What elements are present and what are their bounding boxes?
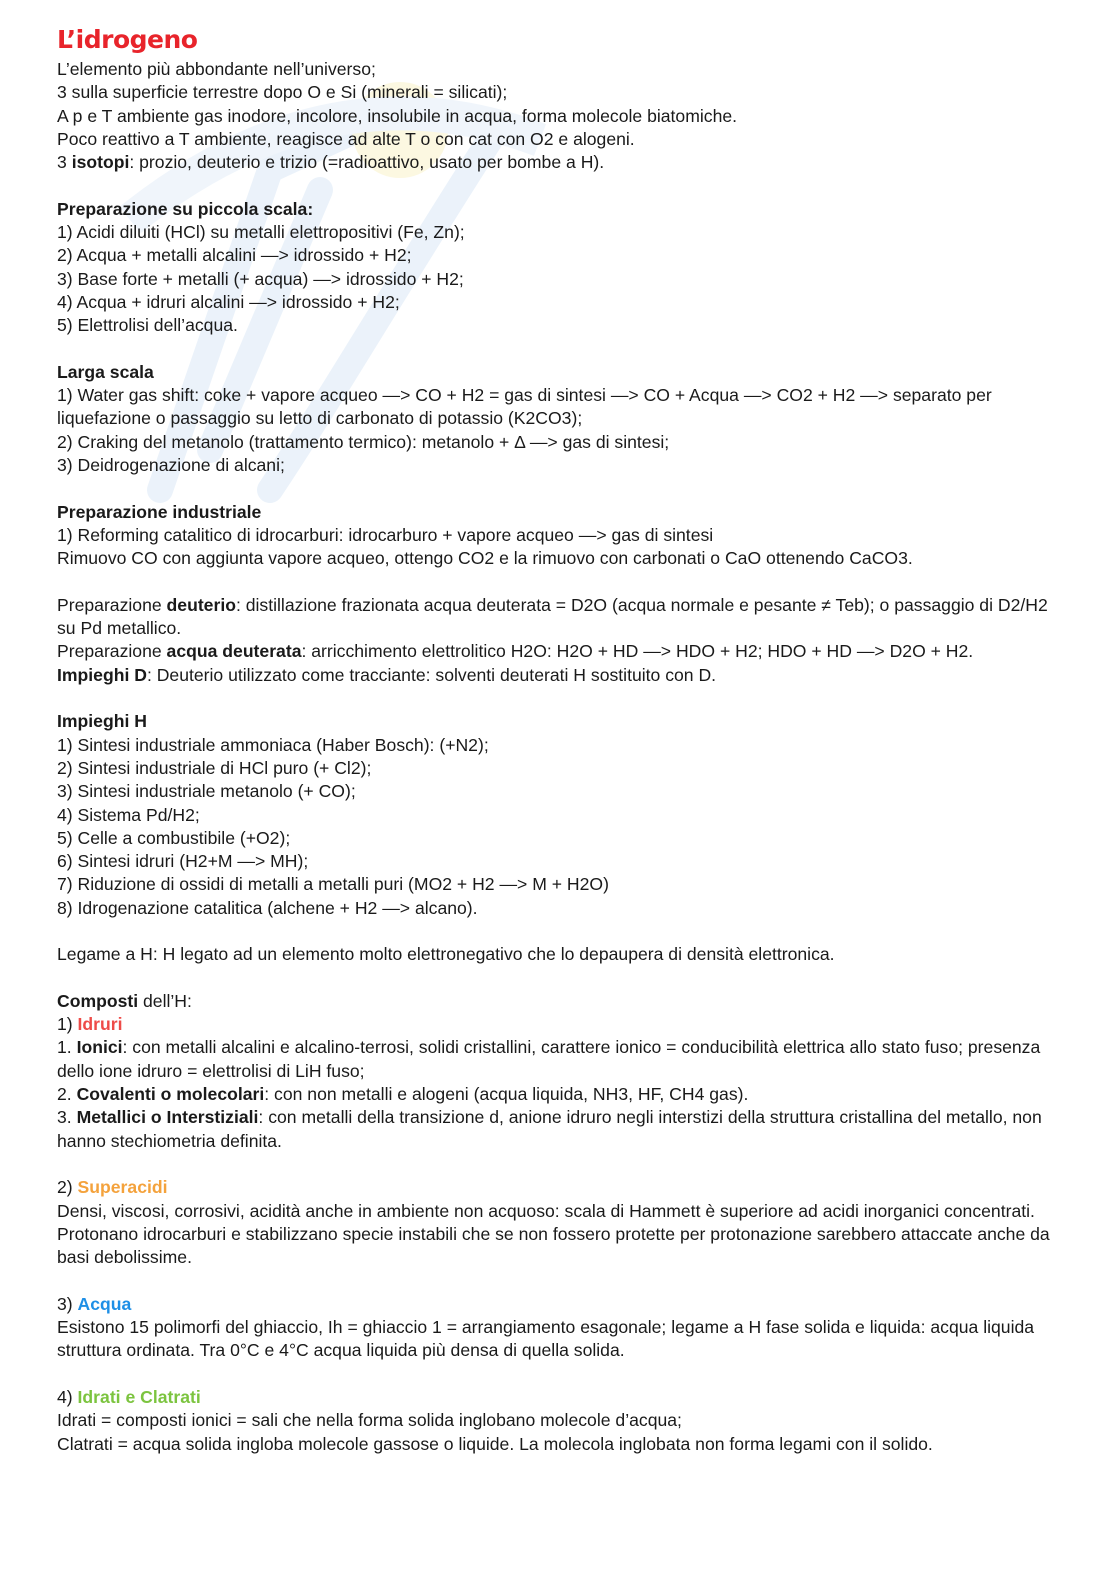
idrati-heading: 4) Idrati e Clatrati [57, 1386, 201, 1407]
legame-paragraph: Legame a H: H legato ad un elemento molto elettronegativo che lo depaupera di densità elettronica. [57, 944, 835, 965]
isotopes-line: 3 isotopi: prozio, deuterio e trizio (=radioattivo, usato per bombe a H). [57, 152, 605, 173]
deuterio-paragraph: Preparazione deuterio: distillazione frazionata acqua deuterata = D2O (acqua normale e pesante ≠ Teb); o passaggio di D2/H2 su Pd metallico. [57, 594, 1048, 639]
large-scale-heading: Larga scala [57, 361, 154, 382]
list-item: 1) Sintesi industriale ammoniaca (Haber Bosch): (+N2); [57, 734, 489, 755]
intro-line: A p e T ambiente gas inodore, incolore, insolubile in acqua, forma molecole biatomiche. [57, 105, 738, 126]
list-item: Rimuovo CO con aggiunta vapore acqueo, ottengo CO2 e la rimuovo con carbonati o CaO ottenendo CaCO3. [57, 548, 913, 569]
list-item: 3) Sintesi industriale metanolo (+ CO); [57, 781, 356, 802]
idruri-item: 1. Ionici: con metalli alcalini e alcalino-terrosi, solidi cristallini, carattere ionico = conducibilità elettrica allo stato fuso; presenza dello ione idruro = elettrolisi di LiH fuso; [57, 1037, 1041, 1081]
list-item: 3) Base forte + metalli (+ acqua) —> idrossido + H2; [57, 268, 464, 289]
list-item: 3) Deidrogenazione di alcani; [57, 455, 285, 476]
small-scale-heading: Preparazione su piccola scala: [57, 198, 314, 219]
acqua-paragraph: Esistono 15 polimorfi del ghiaccio, Ih = ghiaccio 1 = arrangiamento esagonale; legame a H fase solida e liquida: acqua liquida struttura ordinata. Tra 0°C e 4°C acqua liquida più densa di quella solida. [57, 1317, 1035, 1361]
list-item: 2) Sintesi industriale di HCl puro (+ Cl2); [57, 757, 372, 778]
page-title: L’idrogeno [57, 25, 198, 54]
idrati-paragraph: Clatrati = acqua solida ingloba molecole gassose o liquide. La molecola inglobata non forma legami con il solido. [57, 1433, 933, 1454]
list-item: 1) Reforming catalitico di idrocarburi: idrocarburo + vapore acqueo —> gas di sintesi [57, 524, 714, 545]
idruri-heading: 1) Idruri [57, 1014, 123, 1035]
list-item: 1) Water gas shift: coke + vapore acqueo —> CO + H2 = gas di sintesi —> CO + Acqua —> CO2 + H2 —> separato per liquefazione o passaggio su letto di carbonato di potassio (K2CO3); [57, 385, 992, 429]
impieghi-d-paragraph: Impieghi D: Deuterio utilizzato come tracciante: solventi deuterati H sostituito con D. [57, 664, 717, 685]
list-item: 2) Craking del metanolo (trattamento termico): metanolo + Δ —> gas di sintesi; [57, 431, 670, 452]
idruri-item: 2. Covalenti o molecolari: con non metalli e alogeni (acqua liquida, NH3, HF, CH4 gas). [57, 1084, 749, 1105]
superacidi-paragraph: Densi, viscosi, corrosivi, acidità anche in ambiente non acquoso: scala di Hammett è superiore ad acidi inorganici concentrati. [57, 1200, 1035, 1221]
list-item: 8) Idrogenazione catalitica (alchene + H2 —> alcano). [57, 897, 478, 918]
superacidi-heading: 2) Superacidi [57, 1177, 168, 1198]
isotopes-keyword: isotopi [71, 152, 130, 173]
list-item: 4) Acqua + idruri alcalini —> idrossido + H2; [57, 291, 400, 312]
industrial-heading: Preparazione industriale [57, 501, 262, 522]
intro-line: L’elemento più abbondante nell’universo; [57, 59, 376, 79]
idruri-item: 3. Metallici o Interstiziali: con metalli della transizione d, anione idruro negli interstizi della struttura cristallina del metallo, non hanno stechiometria definita. [57, 1107, 1042, 1151]
uses-h-heading: Impieghi H [57, 711, 147, 732]
acqua-deuterata-paragraph: Preparazione acqua deuterata: arricchimento elettrolitico H2O: H2O + HD —> HDO + H2; HDO + HD —> D2O + H2. [57, 641, 974, 662]
list-item: 4) Sistema Pd/H2; [57, 804, 200, 825]
superacidi-paragraph: Protonano idrocarburi e stabilizzano specie instabili che se non fossero protette per protonazione sarebbero attaccate anche da basi debolissime. [57, 1223, 1050, 1268]
list-item: 2) Acqua + metalli alcalini —> idrossido + H2; [57, 245, 412, 266]
list-item: 7) Riduzione di ossidi di metalli a metalli puri (MO2 + H2 —> M + H2O) [57, 874, 609, 895]
list-item: 5) Celle a combustibile (+O2); [57, 827, 291, 848]
intro-line: Poco reattivo a T ambiente, reagisce ad alte T o con cat con O2 e alogeni. [57, 128, 635, 149]
acqua-heading: 3) Acqua [57, 1293, 132, 1314]
document-page [57, 24, 1067, 1456]
intro-line: 3 sulla superficie terrestre dopo O e Si (minerali = silicati); [57, 82, 508, 103]
list-item: 6) Sintesi idruri (H2+M —> MH); [57, 851, 309, 872]
list-item: 5) Elettrolisi dell’acqua. [57, 315, 238, 336]
idrati-paragraph: Idrati = composti ionici = sali che nella forma solida inglobano molecole d’acqua; [57, 1410, 682, 1431]
list-item: 1) Acidi diluiti (HCl) su metalli elettropositivi (Fe, Zn); [57, 222, 465, 243]
composti-heading: Composti dell’H: [57, 990, 192, 1011]
